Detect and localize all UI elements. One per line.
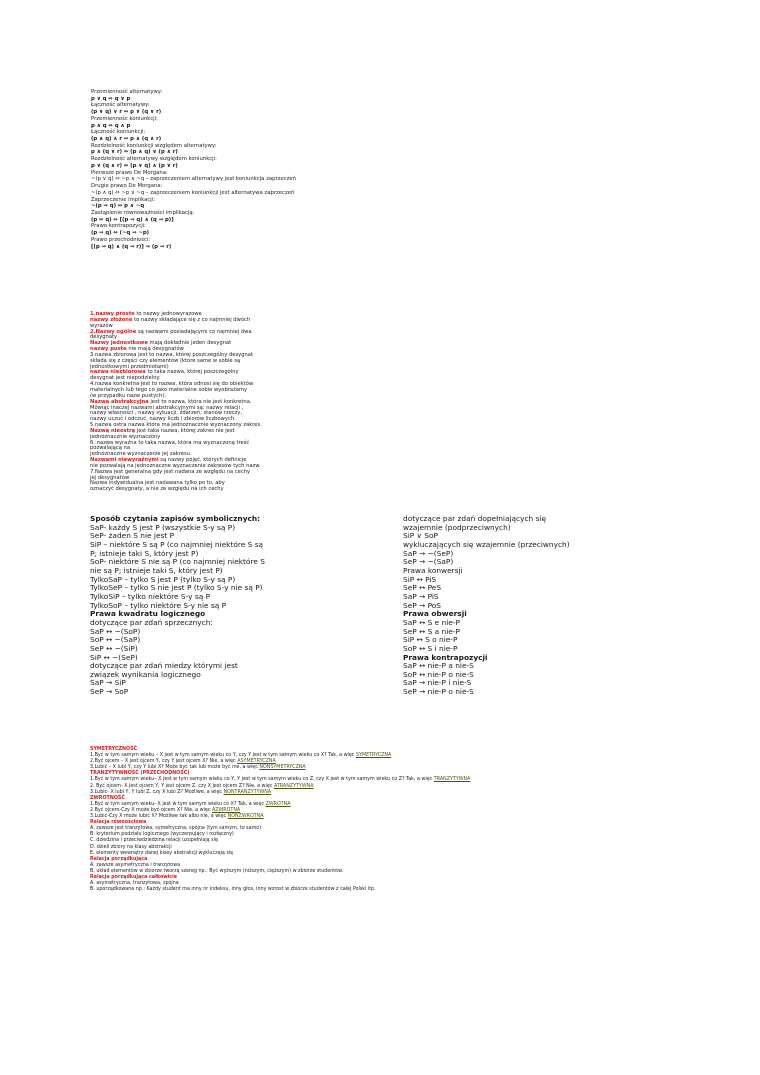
- relation-text: A. asymetryczna, tranzytowa, spójna: [90, 881, 179, 887]
- symbol-line: nie są P; istnieje taki S, który jest P): [90, 565, 223, 575]
- relation-text: 2. Być ojcem- X jest ojcem Y, Y jest ojcem Z, czy X jest ojcem Z? Nie, a więc: [90, 783, 274, 789]
- name-term: nazwa niezbiorowa: [90, 369, 146, 376]
- name-line: [88, 318, 262, 324]
- symbol-line: SaP → nie-P i nie-S: [403, 678, 472, 688]
- name-description: 4.nazwa konkretna jest to nazwa, która odnosi się do obiektów: [90, 381, 254, 388]
- relation-result: NONTRANZYTYWNA: [223, 789, 272, 795]
- name-term: 2.Nazwy ogólne: [90, 328, 137, 335]
- symbol-line: SaP ↔ S e nie-P: [403, 617, 460, 627]
- relation-text: 1.Być w tym samym wieku – X jest w tym samym wieku co Y, czy Y jest w tym samym wieku co X? Tak, a więc: [90, 753, 356, 759]
- symbol-line: SaP- każdy S jest P (wszystkie S-y są P): [90, 522, 236, 532]
- symbol-line: związek wynikania logicznego: [90, 669, 201, 679]
- name-description: jednoznacznie wyznaczony: [90, 433, 161, 440]
- relation-text: A. zawsze jest tranzytowa, symetryczna, spójna (tym samym, to samo): [90, 826, 262, 832]
- symbol-line: P; istnieje taki S, który jest P): [90, 548, 199, 558]
- relation-text: A. zawsze asymetryczna i tranzytowa: [90, 862, 181, 868]
- name-description: wyrazów: [90, 322, 113, 329]
- law-line: (p ∧ q) ∧ r ⇔ p ∧ (q ∧ r): [91, 136, 162, 143]
- name-description: pozwalającą na: [90, 445, 130, 452]
- symbol-line: SeP- żaden S nie jest P: [90, 531, 175, 541]
- name-description: nie pozwalają na jednoznaczne wyznaczenie zakresów tych nazw.: [90, 462, 261, 469]
- symbol-line: SeP → nie-P o nie-S: [403, 687, 474, 697]
- relations-section: [90, 747, 470, 893]
- relation-text: B. układ elementów w zbiorze tworzą szereg np.: Być wyższym (niższym, cięższym) w zbiorze studentów.: [90, 868, 344, 874]
- relation-text: Relacja porządkująca: [90, 856, 148, 862]
- logic-laws-section: [91, 89, 296, 250]
- name-line: [88, 487, 262, 493]
- law-line: Rozdzielność alternatywy względem koniunkcji:: [91, 156, 217, 163]
- name-description: to nazwy składające się z co najmniej dwóch: [132, 316, 251, 323]
- symbol-line: Prawa kwadratu logicznego: [90, 609, 206, 619]
- relation-result: NONSYMETRYCZNA: [259, 765, 306, 771]
- relation-text: D. dzieli zbiory na klasy abstrakcji: [90, 844, 172, 850]
- symbol-line: SiP ∨ SoP: [403, 531, 438, 541]
- name-term: Nazwami niewyraźnymi: [90, 457, 159, 464]
- law-line: [(p ⇒ q) ∧ (q ⇒ r)] ⇒ (p ⇒ r): [91, 243, 172, 250]
- law-line: ~(p ⇒ q) ⇔ p ∧ ~q: [91, 203, 145, 210]
- law-line: ~(p ∨ q) ⇔ ~p ∧ ~q – zaprzeczeniem alternatywy jest koniunkcja zaprzeczeń: [91, 176, 297, 183]
- symbol-line: SeP → PoS: [403, 600, 441, 610]
- relation-result: NONZWROTNA: [227, 814, 264, 820]
- law-line: p ∧ (q ∨ r) ⇔ (p ∧ q) ∨ (p ∧ r): [91, 149, 178, 156]
- name-term: Nazwy jednostkowe: [90, 340, 148, 347]
- symbol-line: SeP → SoP: [90, 687, 129, 697]
- symbol-line: SoP ↔ S i nie-P: [403, 643, 458, 653]
- law-line: Przemienność alternatywy:: [91, 89, 163, 95]
- symbol-line: Prawa kontrapozycji: [403, 652, 488, 662]
- name-description: desygnaty: [90, 334, 118, 341]
- name-description: Nazwa indywidualna jest nadawana tylko po to, aby: [90, 480, 225, 487]
- symbol-line: SiP ↔ ~(SeP): [90, 652, 138, 662]
- name-description: jest to nazwa, która nie jest konkretna.: [148, 398, 252, 405]
- symbol-line: SaP → ~(SeP): [403, 548, 454, 558]
- law-line: ~(p ∧ q) ⇔ ~p ∨ ~q – zaprzeczeniem koniunkcji jest alternatywa zaprzeczeń: [91, 189, 295, 196]
- name-description: nie mają desygnatów: [126, 346, 184, 353]
- relation-result: ZWROTNA: [265, 801, 291, 807]
- name-term: nazwy złożone: [90, 316, 133, 323]
- relation-text: TRANZYTYWNOŚĆ (PRZECHODNOŚĆ): [90, 771, 190, 777]
- relation-result: ATRANZYTYWNA: [273, 783, 314, 789]
- symbols-left-column: [90, 515, 265, 697]
- symbol-line: SaP ↔ nie-P a nie-S: [403, 661, 474, 671]
- symbol-line: wzajemnie (podprzeciwnych): [403, 522, 511, 532]
- relation-text: Relacja równościowa: [90, 820, 147, 826]
- relation-text: SYMETRYCZNOŚĆ: [90, 747, 138, 752]
- name-description: mają dokładnie jeden desygnat: [147, 340, 232, 347]
- law-line: Drugie prawo De Morgana:: [91, 183, 163, 190]
- relation-text: ZWROTNOŚĆ: [90, 795, 125, 801]
- name-term: Nazwa abstrakcyjna: [90, 398, 149, 405]
- relation-result: AZWROTNA: [211, 807, 241, 813]
- law-line: Zaprzeczenie implikacji:: [91, 196, 155, 203]
- relation-result: ASYMETRYCZNA: [237, 759, 276, 765]
- name-description: nazwy uczuć i odczuć, nazwy liczb i zbiorów liczbowych.: [90, 416, 236, 423]
- relation-text: 3.Lubić- X lubi Y, Y lubi Z, czy X lubi Z? Możliwe, a więc: [90, 789, 224, 795]
- relation-result: SYMETRYCZNA: [355, 753, 392, 759]
- symbol-line: SaP ↔ ~(SoP): [90, 626, 141, 636]
- symbol-line: Sposób czytania zapisów symbolicznych:: [90, 514, 261, 523]
- symbol-line: SoP ↔ nie-P o nie-S: [403, 669, 474, 679]
- law-line: Pierwsze prawo De Morgana:: [91, 169, 168, 176]
- law-line: Łączność koniunkcji:: [91, 129, 146, 136]
- relation-text: 3.Lubić-Czy X może lubić X? Możliwe tak albo nie, a więc: [90, 814, 228, 820]
- symbol-line: SiP – niektóre S są P (co najmniej niektóre S są: [90, 539, 264, 549]
- name-description: 3.nazwa zbiorowa jest to nazwa, której poszczególny desygnat: [90, 351, 254, 358]
- name-description: składa się z części czy elementów (które same w sobie są: [90, 357, 241, 364]
- name-description: są nazwy pojęć, których definicje: [158, 457, 247, 464]
- name-description: 5.nazwa ostra nazwa która ma jednoznacznie wyznaczony zakres.: [90, 422, 262, 429]
- relation-text: C. dziedzina i przeciwdziedzina relacji uzupełniają się: [90, 838, 218, 844]
- relation-text: 1.Być w tym samym wieku- X jest w tym samym wieku co X? Tak, a więc: [90, 801, 266, 807]
- relation-text: E. elementy wewnątrz danej klasy abstrakcji wykluczają się: [90, 850, 234, 856]
- symbol-line: SaP → PiS: [403, 591, 439, 601]
- name-description: Mówiąc inaczej nazwami abstrakcyjnymi są: nazwy relacji ,: [90, 404, 244, 411]
- law-line: (p ⇔ q) ⇔ [(p ⇒ q) ∧ (q ⇒ p)]: [91, 216, 174, 223]
- name-description: desygnat jest niepodzielny: [90, 375, 160, 382]
- symbol-line: SoP- niektóre S nie są P (co najmniej niektóre S: [90, 557, 265, 567]
- name-description: jej desygnatów: [90, 474, 130, 481]
- name-term: 1.nazwy proste: [90, 311, 135, 317]
- name-description: materialnych lub tego co jako materialne sobie wyobrażamy: [90, 386, 248, 393]
- symbol-line: Prawa konwersji: [403, 565, 463, 575]
- relation-text: 2.Być ojcem – X jest ojcem Y, czy Y jest ojcem X? Nie, a więc: [90, 759, 238, 765]
- relation-text: 3.Lubić – X lubi Y, czy Y lubi X? Może być tak lub może być nie, a więc: [90, 765, 260, 771]
- relation-text: 1.Być w tym samym wieku– X jest w tym samym wieku co Y, Y jest w tym samym wieku co Z, czy X jest w tym samym wieku co Z? Tak, a więc: [90, 777, 434, 783]
- relation-line: [90, 887, 470, 893]
- name-description: to nazwy jednowyrazowe: [134, 311, 202, 317]
- name-description: jednostkowymi przedmiotami): [90, 363, 169, 370]
- symbol-line: TylkoSaP – tylko S jest P (tylko S-y są P): [90, 574, 236, 584]
- symbol-line: dotyczące par zdań dopełniających się: [403, 514, 547, 523]
- relation-result: TRANZYTYWNA: [433, 777, 471, 783]
- symbol-line: dotyczące par zdań miedzy którymi jest: [90, 661, 238, 671]
- symbol-line: SeP → ~(SaP): [403, 557, 454, 567]
- symbol-line: TylkoSeP – tylko S nie jest P (tylko S-y nie są P): [90, 583, 263, 593]
- symbol-line: wykluczających się wzajemnie (przeciwnych): [403, 539, 570, 549]
- symbol-line: TylkoSoP – tylko niektóre S-y nie są P: [90, 600, 227, 610]
- symbol-line: Prawa obwersji: [403, 609, 467, 619]
- name-description: to taka nazwa, której poszczególny: [145, 369, 239, 376]
- symbol-line: dotyczące par zdań sprzecznych:: [90, 617, 213, 627]
- law-line: Łączność alternatywy:: [91, 102, 150, 109]
- symbol-line: SeP ↔ S a nie-P: [403, 626, 460, 636]
- law-line: Zastąpienie równoważności implikacją:: [91, 209, 195, 216]
- name-types-section: [88, 312, 262, 493]
- name-term: nazwy puste: [90, 346, 127, 353]
- name-description: nazwy własności , nazwy sytuacji, zdarzeń, stanów rzeczy,: [90, 410, 243, 417]
- name-description: są nazwami posiadającymi co najmniej dwa: [136, 328, 252, 335]
- name-description: 6. nazwa wyraźna to taka nazwa, która ma wyznaczoną treść: [90, 439, 250, 446]
- law-line: Prawo kontrapozycji:: [91, 223, 146, 230]
- symbol-line: TylkoSiP – tylko niektóre S-y są P: [90, 591, 211, 601]
- relation-text: 2.Być ojcem-Czy X może być ojcem X? Nie, a więc: [90, 807, 212, 813]
- symbol-line: SiP ↔ PiS: [403, 574, 437, 584]
- symbol-line: SiP ↔ S o nie-P: [403, 635, 458, 645]
- name-term: Nazwą nieostrą: [90, 427, 136, 434]
- relation-text: B. kryterium podziału logicznego (wyczerpujący i rozłączny): [90, 832, 234, 838]
- law-line: p ∨ (q ∧ r) ⇔ (p ∨ q) ∧ (p ∨ r): [91, 162, 178, 169]
- name-description: 7.Nazwa jest generalna gdy jest nadana ze względu na cechy: [90, 468, 251, 475]
- symbol-line: SaP → SiP: [90, 678, 126, 688]
- symbol-line: SoP ↔ ~(SaP): [90, 635, 141, 645]
- name-description: jednoznaczne wyznaczenie jej zakresu.: [90, 451, 192, 458]
- symbols-right-column: [403, 515, 570, 697]
- law-line: (p ⇒ q) ⇔ (~q ⇒ ~p): [91, 230, 150, 237]
- name-description: (w przypadku nazw pustych).: [90, 392, 166, 399]
- relation-text: B. uporządkowana np.: Każdy student ma inny nr indeksu, inny głos, inny wzrost w zbiorze studentów z całej Polski itp.: [90, 887, 376, 893]
- law-line: (p ∨ q) ∨ r ⇔ p ∨ (q ∨ r): [91, 109, 162, 116]
- law-line: p ∨ q ⇔ q ∨ p: [91, 95, 131, 102]
- name-description: jest taka nazwa, której zakres nie jest: [135, 427, 235, 434]
- law-line: Rozdzielność koniunkcji względem alternatywy:: [91, 142, 217, 149]
- law-line: p ∧ q ⇔ q ∧ p: [91, 122, 131, 129]
- symbol-line: SeP ↔ ~(SiP): [90, 643, 138, 653]
- relation-text: Relacja porządkująca całkowicie: [90, 874, 178, 880]
- symbol-line: SeP ↔ PeS: [403, 583, 442, 593]
- law-line: Przemienność koniunkcji:: [91, 115, 158, 122]
- name-description: oznaczyć desygnaty, a nie ze względu na ich cechy: [90, 486, 224, 493]
- law-line: Prawo przechodniości:: [91, 236, 151, 243]
